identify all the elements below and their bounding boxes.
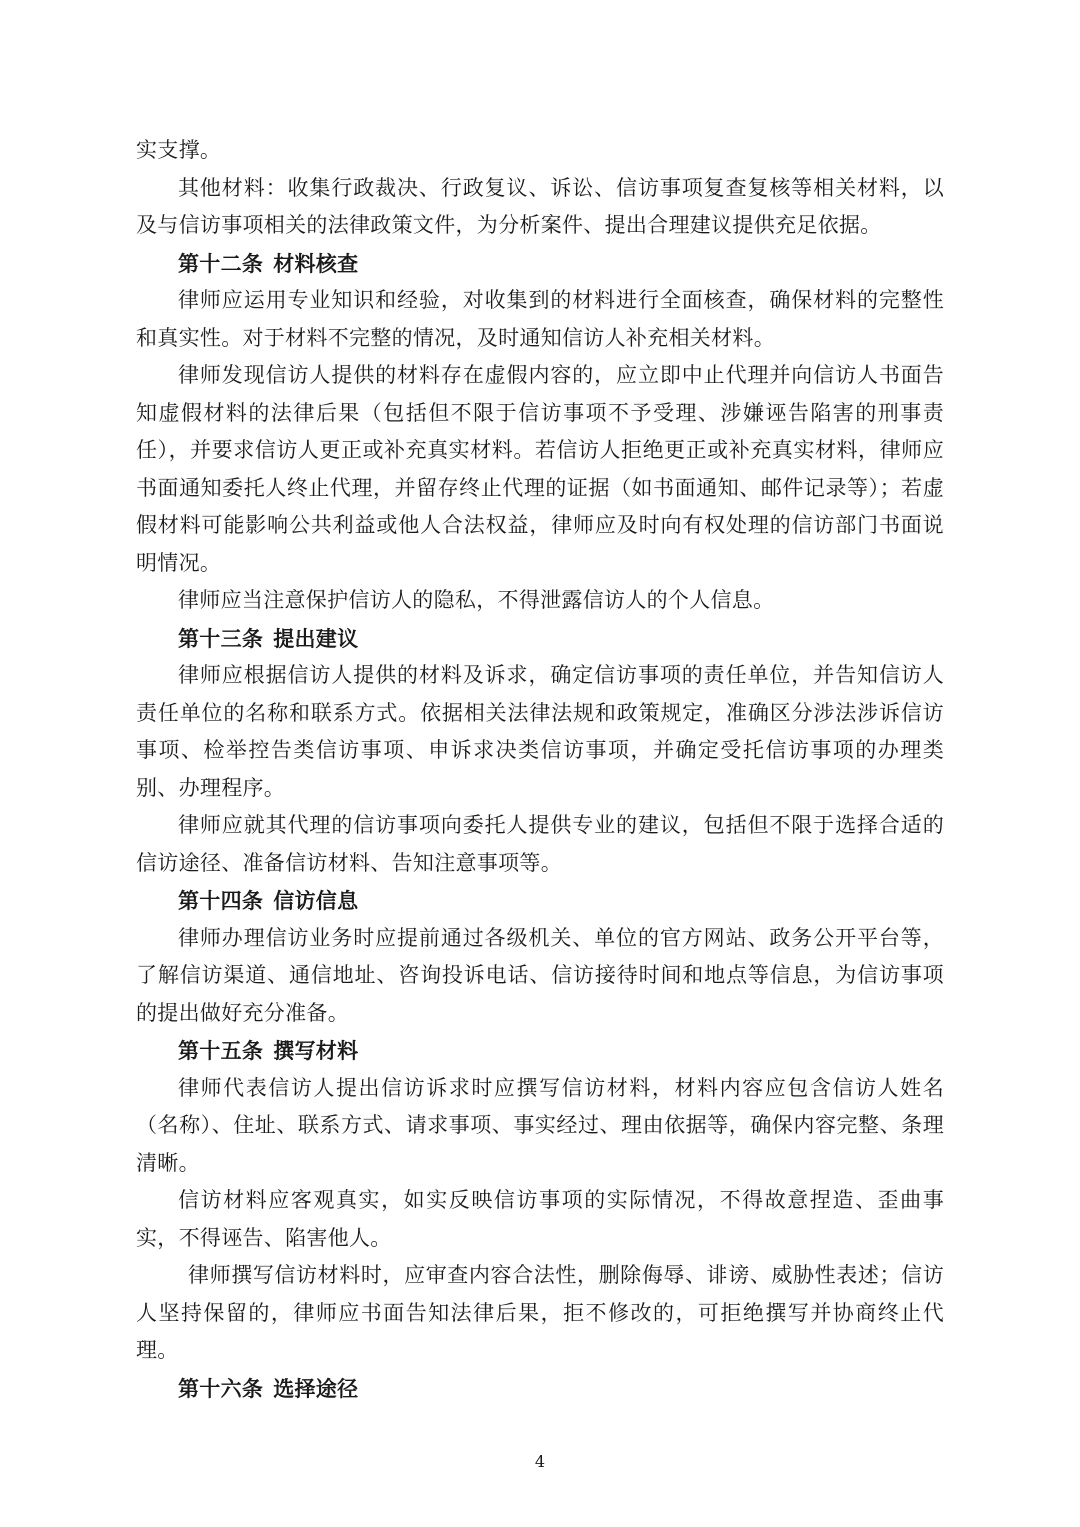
article-heading	[136, 1032, 944, 1070]
paragraph: 律师应根据信访人提供的材料及诉求，确定信访事项的责任单位，并告知信访人责任单位的名称和联系方式。依据相关法律法规和政策规定，准确区分涉法涉诉信访事项、检举控告类信访事项、申诉求决类信访事项，并确定受托信访事项的办理类别、办理程序。	[136, 663, 944, 800]
article-heading	[136, 245, 944, 283]
paragraph: 律师应就其代理的信访事项向委托人提供专业的建议，包括但不限于选择合适的信访途径、准备信访材料、告知注意事项等。	[136, 813, 944, 875]
page-number: 4	[534, 1452, 546, 1471]
article-number: 第十四条	[178, 888, 264, 913]
paragraph: 其他材料：收集行政裁决、行政复议、诉讼、信访事项复查复核等相关材料，以及与信访事项相关的法律政策文件，为分析案件、提出合理建议提供充足依据。	[136, 175, 944, 237]
article-title: 提出建议	[273, 625, 359, 651]
article-number: 第十三条	[178, 625, 264, 651]
article-number: 第十六条	[178, 1375, 264, 1401]
article-title: 选择途径	[273, 1375, 359, 1401]
paragraph: 律师应当注意保护信访人的隐私，不得泄露信访人的个人信息。	[178, 588, 775, 612]
paragraph: 实支撑。	[136, 138, 222, 162]
document-body	[136, 132, 944, 1407]
article-title: 材料核查	[273, 250, 359, 276]
paragraph: 律师应运用专业知识和经验，对收集到的材料进行全面核查，确保材料的完整性和真实性。对于材料不完整的情况，及时通知信访人补充相关材料。	[136, 288, 944, 350]
paragraph: 律师代表信访人提出信访诉求时应撰写信访材料，材料内容应包含信访人姓名（名称）、住址、联系方式、请求事项、事实经过、理由依据等，确保内容完整、条理清晰。	[136, 1075, 944, 1175]
article-number: 第十五条	[178, 1038, 264, 1063]
article-number: 第十二条	[178, 250, 264, 276]
article-title: 信访信息	[273, 888, 359, 913]
article-heading	[136, 882, 944, 920]
paragraph: 律师发现信访人提供的材料存在虚假内容的，应立即中止代理并向信访人书面告知虚假材料的法律后果（包括但不限于信访事项不予受理、涉嫌诬告陷害的刑事责任），并要求信访人更正或补充真实材料。若信访人拒绝更正或补充真实材料，律师应书面通知委托人终止代理，并留存终止代理的证据（如书面通知、邮件记录等）；若虚假材料可能影响公共利益或他人合法权益，律师应及时向有权处理的信访部门书面说明情况。	[136, 363, 944, 575]
paragraph: 信访材料应客观真实，如实反映信访事项的实际情况，不得故意捏造、歪曲事实，不得诬告、陷害他人。	[136, 1188, 944, 1250]
article-heading	[136, 1370, 944, 1408]
article-heading	[136, 620, 944, 658]
article-title: 撰写材料	[273, 1038, 359, 1063]
paragraph: 律师办理信访业务时应提前通过各级机关、单位的官方网站、政务公开平台等，了解信访渠道、通信地址、咨询投诉电话、信访接待时间和地点等信息，为信访事项的提出做好充分准备。	[136, 925, 944, 1025]
paragraph: 律师撰写信访材料时，应审查内容合法性，删除侮辱、诽谤、威胁性表述；信访人坚持保留的，律师应书面告知法律后果，拒不修改的，可拒绝撰写并协商终止代理。	[136, 1263, 944, 1362]
